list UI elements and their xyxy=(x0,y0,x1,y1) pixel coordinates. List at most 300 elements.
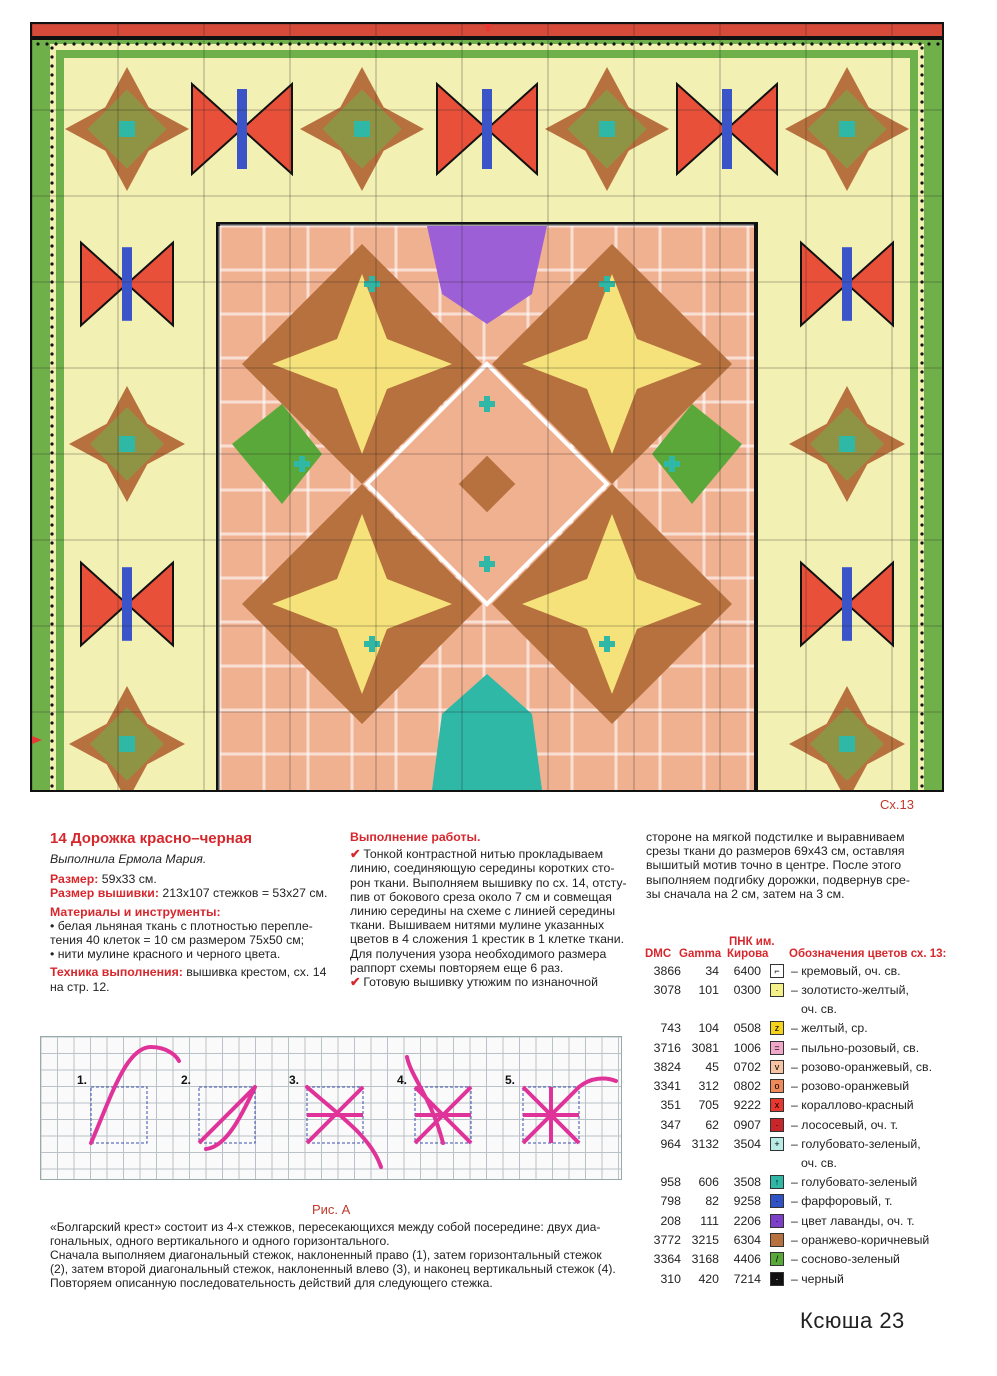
step-4-label: 4. xyxy=(397,1073,408,1087)
chart-dot xyxy=(50,388,53,391)
legend-row xyxy=(643,1250,948,1269)
legend-gamma: 34 xyxy=(705,964,719,978)
instructions-p1-line: пив от бокового среза около 7 см и совмещая xyxy=(350,889,612,904)
chart-dot xyxy=(45,42,48,45)
legend-color-name: – розово-оранжевый, св. xyxy=(791,1059,933,1074)
chart-dot xyxy=(234,42,237,45)
chart-dot xyxy=(920,550,923,553)
chart-dot xyxy=(522,42,525,45)
legend-row xyxy=(643,1116,948,1135)
chart-dot xyxy=(567,42,570,45)
chart-dot xyxy=(693,42,696,45)
technique-value: вышивка крестом, сх. 14 xyxy=(182,965,327,980)
chart-dot xyxy=(50,487,53,490)
chart-dot xyxy=(432,42,435,45)
chart-dot xyxy=(920,676,923,679)
chart-dot xyxy=(900,42,903,45)
chart-dot xyxy=(711,42,714,45)
chart-dot xyxy=(920,730,923,733)
chart-dot xyxy=(50,649,53,652)
figure-caption: Рис. А xyxy=(312,1202,351,1217)
chart-dot xyxy=(920,460,923,463)
chart-dot xyxy=(324,42,327,45)
chart-dot xyxy=(828,42,831,45)
chart-dot xyxy=(50,217,53,220)
chart-dot xyxy=(920,739,923,742)
cross-stitch-chart xyxy=(30,22,944,792)
chart-dot xyxy=(920,55,923,58)
chart-dot xyxy=(558,42,561,45)
chart-dot xyxy=(920,595,923,598)
chart-dot xyxy=(513,42,516,45)
border-star-motif xyxy=(119,436,135,452)
chart-dot xyxy=(920,199,923,202)
chart-dot xyxy=(920,415,923,418)
legend-gamma: 104 xyxy=(698,1021,719,1036)
step-2-label: 2. xyxy=(181,1073,192,1087)
materials-line-1: • белая льняная ткань с плотностью перепле- xyxy=(50,918,313,933)
legend-dmc: 3772 xyxy=(653,1232,681,1247)
chart-dot xyxy=(920,109,923,112)
legend-color-name: – розово-оранжевый xyxy=(791,1079,910,1094)
chart-dot xyxy=(342,42,345,45)
chart-dot xyxy=(909,42,912,45)
chart-dot xyxy=(50,442,53,445)
chart-dot xyxy=(846,42,849,45)
legend-dmc: 798 xyxy=(660,1194,681,1209)
chart-dot xyxy=(920,586,923,589)
chart-caption: Сх.13 xyxy=(880,797,914,812)
chart-dot xyxy=(891,42,894,45)
chart-dot xyxy=(477,42,480,45)
chart-dot xyxy=(198,42,201,45)
legend-gamma: 82 xyxy=(705,1194,719,1209)
step-3-label: 3. xyxy=(289,1073,300,1087)
chart-dot xyxy=(738,42,741,45)
chart-dot xyxy=(837,42,840,45)
instructions-continued-column xyxy=(646,830,946,901)
chart-dot xyxy=(920,667,923,670)
chart-dot xyxy=(50,145,53,148)
teal-cross xyxy=(369,276,375,292)
legend-header xyxy=(643,934,948,962)
legend-swatch: · xyxy=(770,1272,784,1286)
chart-dot xyxy=(920,388,923,391)
instructions-p1-line: Для получения узора необходимого размера xyxy=(350,946,607,961)
chart-dot xyxy=(50,532,53,535)
legend-header-dmc: DMC xyxy=(645,948,672,960)
chart-dot xyxy=(920,541,923,544)
instructions-heading: Выполнение работы. xyxy=(350,830,481,844)
project-title: 14 Дорожка красно–черная xyxy=(50,830,252,847)
chart-dot xyxy=(920,226,923,229)
chart-dot xyxy=(729,42,732,45)
legend-row xyxy=(643,1096,948,1115)
chart-dot xyxy=(50,667,53,670)
chart-dot xyxy=(531,42,534,45)
chart-dot xyxy=(50,406,53,409)
legend-dmc: 3716 xyxy=(653,1040,681,1055)
chart-dot xyxy=(459,42,462,45)
legend-row xyxy=(643,962,948,981)
legend-swatch: ⌐ xyxy=(770,964,784,978)
chart-dot xyxy=(855,42,858,45)
figure-stitch-box xyxy=(91,1087,147,1143)
legend-dmc: 743 xyxy=(660,1021,681,1036)
chart-dot xyxy=(50,55,53,58)
chart-dot xyxy=(180,42,183,45)
chart-dot xyxy=(920,172,923,175)
chart-dot xyxy=(315,42,318,45)
chart-dot xyxy=(920,262,923,265)
legend-swatch: z xyxy=(770,1021,784,1035)
chart-dot xyxy=(920,217,923,220)
chart-dot xyxy=(117,42,120,45)
chart-dot xyxy=(50,253,53,256)
chart-dot xyxy=(50,91,53,94)
legend-color-name: – фарфоровый, т. xyxy=(791,1194,893,1209)
chart-dot xyxy=(666,42,669,45)
chart-dot xyxy=(720,42,723,45)
chart-dot xyxy=(920,154,923,157)
legend-row xyxy=(643,1077,948,1096)
chart-dot xyxy=(684,42,687,45)
chart-dot xyxy=(50,127,53,130)
check-mark-icon: ✔ xyxy=(350,847,361,862)
legend-row xyxy=(643,1270,948,1289)
emb-size-label: Размер вышивки: xyxy=(50,886,159,901)
chart-dot xyxy=(189,42,192,45)
instructions-continued-line: зы сначала на 2 см, затем на 3 см. xyxy=(646,886,845,901)
step-5-label: 5. xyxy=(505,1073,516,1087)
chart-pattern-svg xyxy=(32,24,942,790)
legend-header-pnk-2: Кирова xyxy=(727,948,769,960)
chart-dot xyxy=(920,514,923,517)
chart-dot xyxy=(351,42,354,45)
chart-dot xyxy=(648,42,651,45)
border-butterfly-motif xyxy=(482,89,492,169)
chart-dot xyxy=(774,42,777,45)
page-footer: Ксюша 23 xyxy=(800,1308,905,1333)
chart-dot xyxy=(920,766,923,769)
chart-dot xyxy=(153,42,156,45)
border-butterfly-motif xyxy=(122,567,132,641)
legend-pnk: 0907 xyxy=(733,1117,761,1132)
chart-dot xyxy=(50,739,53,742)
legend-dmc: 351 xyxy=(660,1098,681,1113)
chart-dot xyxy=(50,352,53,355)
chart-dot xyxy=(920,631,923,634)
chart-dot xyxy=(920,604,923,607)
teal-cross xyxy=(604,636,610,652)
legend-swatch: · xyxy=(770,1214,784,1228)
chart-dot xyxy=(162,42,165,45)
instructions-p1-line: ✔ Тонкой контрастной нитью прокладываем xyxy=(350,847,604,862)
chart-top-band-line xyxy=(32,36,942,40)
instructions-continued-line: выполняем подгибку дорожки, подвернув сре- xyxy=(646,872,910,887)
instructions-paragraph-2: ✔ Готовую вышивку утюжим по изнаночной xyxy=(350,975,598,990)
chart-dot xyxy=(50,73,53,76)
chart-dot xyxy=(50,289,53,292)
chart-dot xyxy=(369,42,372,45)
chart-dot xyxy=(920,757,923,760)
chart-dot xyxy=(920,46,923,49)
chart-dot xyxy=(50,712,53,715)
instructions-p1-line: рон ткани. Выполняем вышивку по сх. 14, отсту- xyxy=(350,875,627,890)
chart-dot xyxy=(50,118,53,121)
chart-dot xyxy=(657,42,660,45)
chart-dot xyxy=(920,82,923,85)
border-star-motif xyxy=(119,736,135,752)
instructions-p1-line: линию, соединяющую середины коротких сто- xyxy=(350,861,615,876)
legend-rows xyxy=(643,962,948,1289)
legend-dmc: 208 xyxy=(660,1213,681,1228)
chart-dot xyxy=(50,307,53,310)
chart-dot xyxy=(50,721,53,724)
legend-color-name: – черный xyxy=(791,1271,844,1286)
chart-dot xyxy=(50,109,53,112)
chart-dot xyxy=(603,42,606,45)
chart-dot xyxy=(108,42,111,45)
chart-dot xyxy=(920,577,923,580)
chart-dot xyxy=(50,82,53,85)
chart-dot xyxy=(920,118,923,121)
chart-dot xyxy=(920,190,923,193)
legend-color-name: – лососевый, оч. т. xyxy=(791,1117,899,1132)
chart-dot xyxy=(288,42,291,45)
border-star-motif xyxy=(839,121,855,137)
figure-description-line: Повторяем описанную последовательность действий для следующего стежка. xyxy=(50,1276,493,1290)
border-star-motif xyxy=(599,121,615,137)
chart-dot xyxy=(920,127,923,130)
legend-gamma: 3081 xyxy=(691,1040,719,1055)
legend-color-name: – кремовый, оч. св. xyxy=(791,964,901,978)
chart-dot xyxy=(50,208,53,211)
size-label: Размер: xyxy=(50,872,99,887)
border-star-motif xyxy=(839,436,855,452)
chart-dot xyxy=(585,42,588,45)
technique-label: Техника выполнения: xyxy=(50,965,183,980)
chart-dot xyxy=(50,343,53,346)
chart-dot xyxy=(920,523,923,526)
chart-dot xyxy=(920,613,923,616)
chart-dot xyxy=(144,42,147,45)
chart-dot xyxy=(504,42,507,45)
legend-row xyxy=(643,1173,948,1192)
legend-dmc: 310 xyxy=(660,1271,681,1286)
chart-dot xyxy=(50,361,53,364)
chart-dot xyxy=(306,42,309,45)
chart-dot xyxy=(414,42,417,45)
chart-dot xyxy=(50,586,53,589)
chart-dot xyxy=(450,42,453,45)
chart-dot xyxy=(50,478,53,481)
legend-pnk: 4406 xyxy=(733,1252,761,1267)
chart-dot xyxy=(50,190,53,193)
instructions-continued-line: срезы ткани до размеров 69х43 см, оставляя xyxy=(646,844,905,859)
chart-dot xyxy=(920,694,923,697)
chart-dot xyxy=(50,595,53,598)
legend-pnk: 6304 xyxy=(733,1232,761,1247)
chart-dot xyxy=(50,415,53,418)
chart-dot xyxy=(50,730,53,733)
chart-dot xyxy=(81,42,84,45)
legend-row xyxy=(643,1019,948,1038)
chart-dot xyxy=(920,271,923,274)
chart-dot xyxy=(630,42,633,45)
chart-dot xyxy=(50,325,53,328)
legend-color-name: – сосново-зеленый xyxy=(791,1252,900,1267)
chart-dot xyxy=(50,46,53,49)
legend-color-name-2: оч. св. xyxy=(801,1002,837,1017)
chart-dot xyxy=(54,42,57,45)
legend-dmc: 3824 xyxy=(653,1059,681,1074)
chart-dot xyxy=(50,685,53,688)
technique-line xyxy=(50,965,335,979)
chart-dot xyxy=(50,100,53,103)
legend-pnk: 0508 xyxy=(733,1021,761,1036)
legend-gamma: 606 xyxy=(698,1175,719,1190)
chart-dot xyxy=(920,622,923,625)
legend-dmc: 3866 xyxy=(653,964,681,978)
chart-dot xyxy=(50,235,53,238)
chart-dot xyxy=(927,42,930,45)
chart-dot xyxy=(135,42,138,45)
chart-dot xyxy=(920,64,923,67)
chart-dot xyxy=(920,298,923,301)
chart-dot xyxy=(920,559,923,562)
chart-dot xyxy=(50,433,53,436)
teal-cross xyxy=(484,396,490,412)
figure-thread xyxy=(307,1087,381,1167)
chart-dot xyxy=(50,550,53,553)
chart-dot xyxy=(50,613,53,616)
chart-dot xyxy=(36,42,39,45)
legend-swatch: · xyxy=(770,1118,784,1132)
chart-dot xyxy=(50,703,53,706)
project-info-column xyxy=(50,830,335,994)
chart-dot xyxy=(468,42,471,45)
instructions-p1-line: цветов в 4 сложения 1 крестик в 1 клетке ткани. xyxy=(350,932,625,947)
chart-dot xyxy=(920,442,923,445)
legend-swatch: · xyxy=(770,983,784,997)
legend-pnk: 0702 xyxy=(733,1059,761,1074)
chart-dot xyxy=(920,451,923,454)
chart-dot xyxy=(207,42,210,45)
legend-pnk: 0300 xyxy=(733,983,761,998)
legend-row xyxy=(643,981,948,1019)
chart-dot xyxy=(405,42,408,45)
chart-dot xyxy=(50,226,53,229)
chart-dot xyxy=(171,42,174,45)
chart-dot xyxy=(920,352,923,355)
legend-dmc: 958 xyxy=(660,1175,681,1190)
chart-dot xyxy=(920,640,923,643)
chart-dot xyxy=(50,181,53,184)
chart-dot xyxy=(50,64,53,67)
materials-line-2: тения 40 клеток = 10 см размером 75х50 см; xyxy=(50,933,305,948)
legend-gamma: 111 xyxy=(700,1213,719,1228)
legend-pnk: 7214 xyxy=(733,1271,761,1286)
chart-dot xyxy=(50,163,53,166)
chart-dot xyxy=(801,42,804,45)
legend-color-name: – желтый, ср. xyxy=(791,1021,868,1036)
chart-dot xyxy=(540,42,543,45)
chart-dot xyxy=(50,370,53,373)
chart-dot xyxy=(920,433,923,436)
chart-dot xyxy=(920,136,923,139)
border-star-motif xyxy=(839,736,855,752)
chart-dot xyxy=(920,721,923,724)
figure-thread xyxy=(579,1079,616,1087)
legend-row xyxy=(643,1039,948,1058)
chart-dot xyxy=(920,568,923,571)
chart-dot xyxy=(50,523,53,526)
legend-color-name: – голубовато-зеленый xyxy=(791,1175,918,1190)
figure-description-line: Сначала выполняем диагональный стежок, наклоненный право (1), затем горизонтальный стежок xyxy=(50,1248,602,1262)
chart-dot xyxy=(765,42,768,45)
legend-gamma: 420 xyxy=(698,1271,719,1286)
legend-dmc: 964 xyxy=(660,1137,681,1152)
legend-swatch: v xyxy=(770,1060,784,1074)
chart-dot xyxy=(639,42,642,45)
chart-dot xyxy=(920,163,923,166)
chart-dot xyxy=(279,42,282,45)
chart-dot xyxy=(882,42,885,45)
instructions-continued-line: стороне на мягкой подстилке и выравниваем xyxy=(646,830,905,844)
instructions-p1-line: ткани. Вышиваем нитями мулине указанных xyxy=(350,918,605,933)
legend-row xyxy=(643,1212,948,1231)
legend-dmc: 3078 xyxy=(653,983,681,998)
chart-dot xyxy=(50,397,53,400)
bulgarian-cross-figure xyxy=(40,1036,622,1180)
legend-pnk: 9258 xyxy=(733,1194,761,1209)
legend-swatch: o xyxy=(770,1079,784,1093)
chart-dot xyxy=(920,397,923,400)
chart-dot xyxy=(920,712,923,715)
chart-dot xyxy=(50,514,53,517)
chart-dot xyxy=(936,42,939,45)
legend-pnk: 9222 xyxy=(733,1098,761,1113)
chart-dot xyxy=(378,42,381,45)
step-1-label: 1. xyxy=(77,1073,88,1087)
chart-dot xyxy=(920,316,923,319)
legend-swatch: ↑ xyxy=(770,1175,784,1189)
chart-dot xyxy=(920,343,923,346)
border-butterfly-motif xyxy=(722,89,732,169)
chart-dot xyxy=(126,42,129,45)
figure-thread xyxy=(91,1047,179,1143)
color-legend xyxy=(643,934,948,1289)
chart-dot xyxy=(50,424,53,427)
chart-dot xyxy=(50,280,53,283)
border-butterfly-motif xyxy=(842,567,852,641)
chart-dot xyxy=(90,42,93,45)
chart-dot xyxy=(920,244,923,247)
emb-size-line xyxy=(50,886,335,900)
chart-dot xyxy=(243,42,246,45)
chart-dot xyxy=(920,208,923,211)
chart-dot xyxy=(50,262,53,265)
chart-dot xyxy=(920,685,923,688)
chart-dot xyxy=(50,541,53,544)
chart-dot xyxy=(50,748,53,751)
chart-dot xyxy=(225,42,228,45)
legend-swatch: + xyxy=(770,1137,784,1151)
chart-dot xyxy=(756,42,759,45)
chart-dot xyxy=(252,42,255,45)
figure-svg xyxy=(41,1037,621,1179)
